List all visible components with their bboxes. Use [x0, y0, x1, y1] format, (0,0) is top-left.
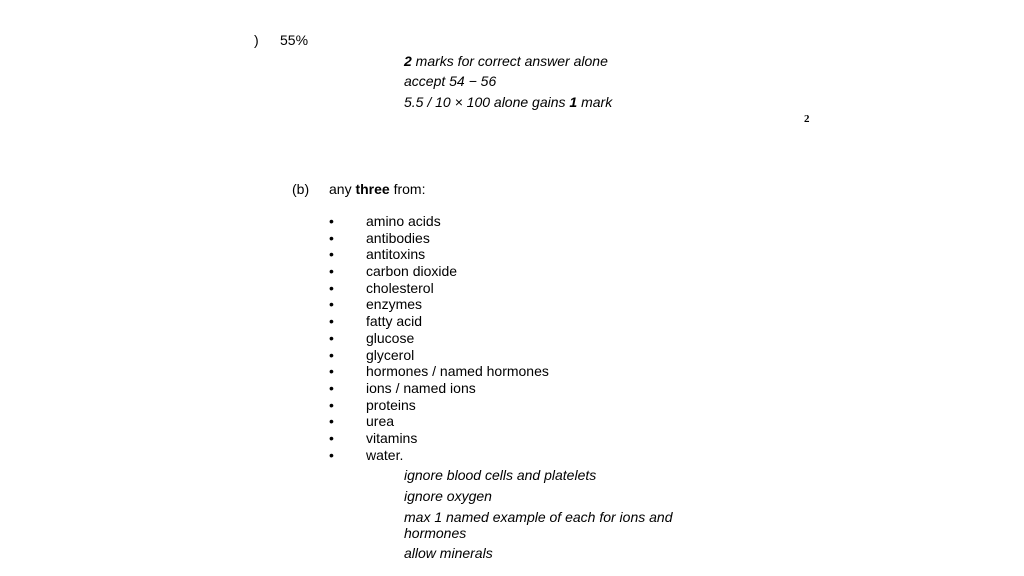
part-a-note-partial-suffix: mark [577, 94, 613, 110]
part-a-marks-total: 2 [804, 113, 810, 125]
part-a-note-partial-number: 1 [569, 94, 578, 110]
bullet: • [329, 396, 334, 413]
bullet: • [329, 246, 334, 263]
list-item-text: enzymes [366, 296, 423, 313]
bullet: • [329, 296, 334, 313]
list-item-text: antibodies [366, 229, 430, 246]
bullet: • [329, 363, 334, 380]
part-b-prompt-bold: three [355, 181, 390, 197]
list-item-text: proteins [366, 396, 416, 413]
part-a-note-marks-text: marks for correct answer alone [411, 53, 608, 69]
part-a-note-partial-mark [404, 94, 612, 111]
list-item-text: cholesterol [366, 279, 434, 296]
part-a-note-accept-range: accept 54 − 56 [404, 73, 497, 89]
bullet: • [329, 429, 334, 446]
part-a-label-fragment: ) [254, 32, 259, 48]
part-b-label: (b) [292, 181, 310, 197]
list-item-text: amino acids [366, 213, 441, 229]
list-item-text: hormones / named hormones [366, 363, 549, 380]
list-item-text: glycerol [366, 346, 415, 363]
bullet: • [329, 446, 334, 463]
part-b-note-ignore-oxygen: ignore oxygen [404, 488, 492, 504]
bullet: • [329, 329, 334, 346]
list-item-text: carbon dioxide [366, 263, 458, 280]
part-b-note-allow-minerals: allow minerals [404, 545, 493, 561]
list-item-text: fatty acid [366, 313, 423, 330]
part-a-note-correct-answer [404, 53, 608, 70]
list-item-text: urea [366, 413, 395, 430]
list-item-text: water. [366, 446, 404, 463]
list-item-text: glucose [366, 329, 415, 346]
bullet: • [329, 413, 334, 430]
list-item-text: antitoxins [366, 246, 426, 263]
part-a-note-partial-text: 5.5 / 10 × 100 alone gains [404, 94, 570, 110]
bullet: • [329, 213, 334, 229]
bullet: • [329, 346, 334, 363]
part-a-answer: 55% [280, 32, 309, 48]
part-a-note-marks-number: 2 [404, 53, 412, 69]
part-b-prompt [329, 181, 425, 198]
part-b-prompt-start: any [329, 181, 356, 197]
part-b-note-ignore-blood-cells: ignore blood cells and platelets [404, 467, 597, 483]
bullet: • [329, 379, 334, 396]
bullet: • [329, 263, 334, 280]
bullet: • [329, 313, 334, 330]
bullet: • [329, 229, 334, 246]
list-item-text: vitamins [366, 429, 418, 446]
bullet: • [329, 279, 334, 296]
part-b-prompt-end: from: [389, 181, 426, 197]
list-item-text: ions / named ions [366, 379, 476, 396]
part-b-note-max-named-example: max 1 named example of each for ions and hormones [404, 509, 673, 541]
